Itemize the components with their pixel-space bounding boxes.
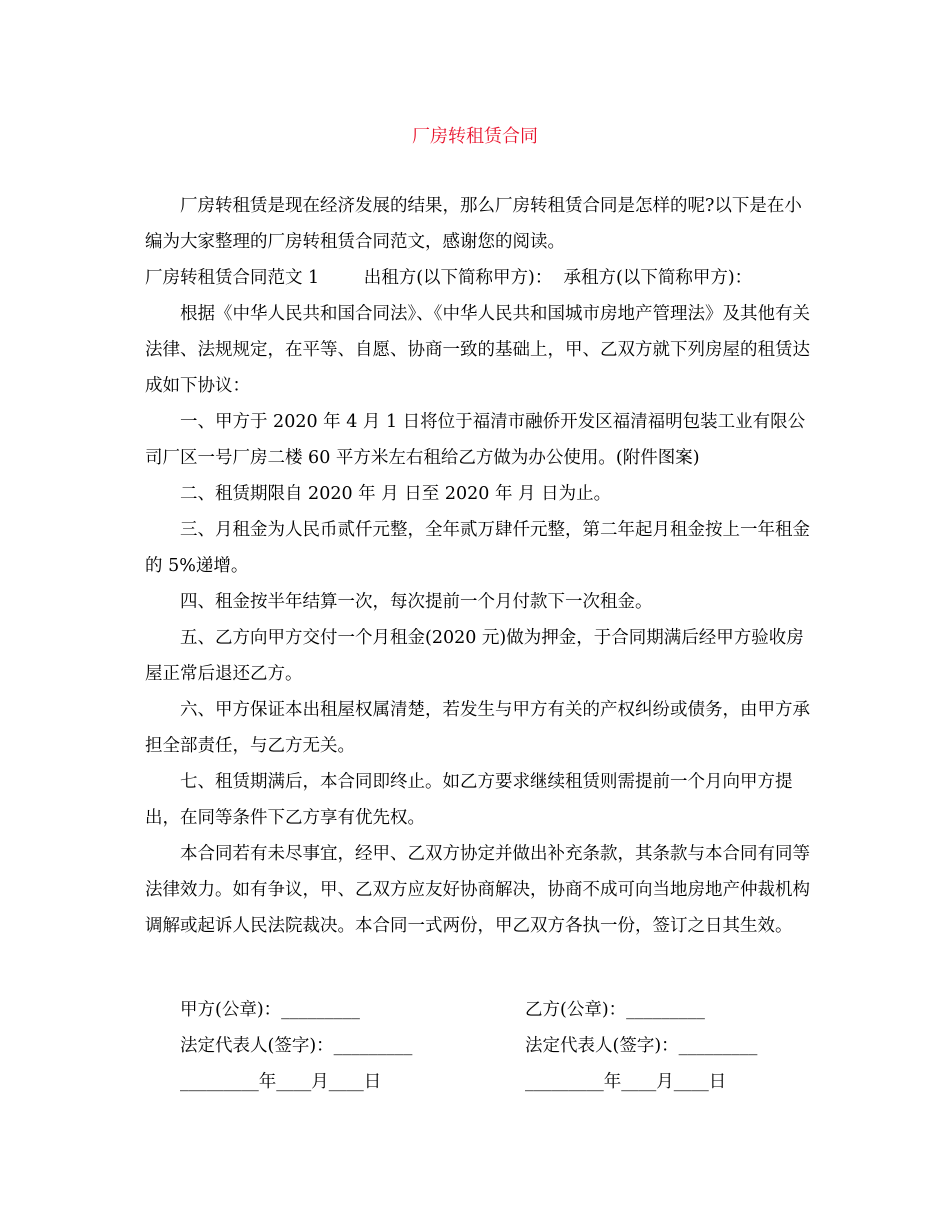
signature-date-row: [180, 1064, 800, 1100]
legal-basis-paragraph: 根据《中华人民共和国合同法》、《中华人民共和国城市房地产管理法》及其他有关法律、法规规定，在平等、自愿、协商一致的基础上，甲、乙双方就下列房屋的租赁达成如下协议：: [145, 304, 810, 396]
document-title: 厂房转租赁合同: [412, 126, 538, 147]
party-b-representative: 法定代表人(签字)：_________: [525, 1036, 758, 1056]
signature-block: [180, 992, 800, 1100]
clause-2: 二、租赁期限自 2020 年 月 日至 2020 年 月 日为止。: [180, 484, 612, 504]
signature-representative-row: [180, 1028, 800, 1064]
party-a-seal: 甲方(公章)：_________: [180, 1000, 360, 1020]
party-b-date: _________年____月____日: [525, 1072, 727, 1092]
clause-5: 五、乙方向甲方交付一个月租金(2020 元)做为押金，于合同期满后经甲方验收房屋正常后退还乙方。: [145, 628, 804, 684]
clause-6: 六、甲方保证本出租屋权属清楚，若发生与甲方有关的产权纠纷或债务，由甲方承担全部责任，与乙方无关。: [145, 700, 810, 756]
party-a-date: _________年____月____日: [180, 1072, 382, 1092]
party-b-seal: 乙方(公章)：_________: [525, 1000, 705, 1020]
clause-4: 四、租金按半年结算一次，每次提前一个月付款下一次租金。: [180, 592, 653, 612]
party-a-representative: 法定代表人(签字)：_________: [180, 1036, 413, 1056]
lessee-label: 承租方(以下简称甲方)：: [563, 268, 753, 288]
signature-seal-row: [180, 992, 800, 1028]
clause-3: 三、月租金为人民币贰仟元整，全年贰万肆仟元整，第二年起月租金按上一年租金的 5%递增。: [145, 520, 810, 576]
clause-7: 七、租赁期满后，本合同即终止。如乙方要求继续租赁则需提前一个月向甲方提出，在同等条件下乙方享有优先权。: [145, 772, 793, 828]
intro-paragraph: 厂房转租赁是现在经济发展的结果，那么厂房转租赁合同是怎样的呢?以下是在小编为大家整理的厂房转租赁合同范文，感谢您的阅读。: [145, 196, 802, 252]
sample-heading-line: [145, 260, 810, 296]
document-body: [145, 188, 810, 944]
clause-1: 一、甲方于 2020 年 4 月 1 日将位于福清市融侨开发区福清福明包装工业有限公司厂区一号厂房二楼 60 平方米左右租给乙方做为办公使用。(附件图案): [145, 412, 806, 468]
sample-heading: 厂房转租赁合同范文 1: [145, 268, 320, 288]
closing-paragraph: 本合同若有未尽事宜，经甲、乙双方协定并做出补充条款，其条款与本合同有同等法律效力。如有争议，甲、乙双方应友好协商解决，协商不成可向当地房地产仲裁机构调解或起诉人民法院裁决。本合同一式两份，甲乙双方各执一份，签订之日其生效。: [145, 844, 810, 936]
lessor-label: 出租方(以下简称甲方)：: [363, 268, 553, 288]
